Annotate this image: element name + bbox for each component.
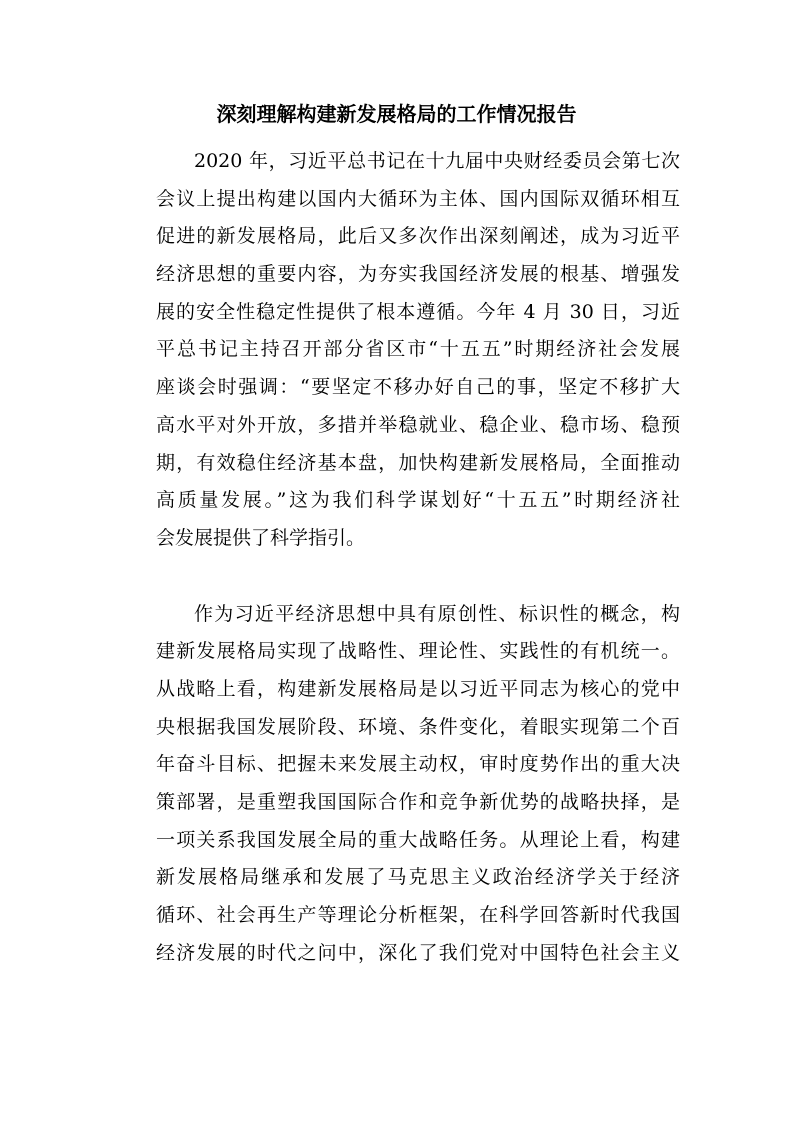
text-line: 策部署，是重塑我国国际合作和竞争新优势的战略抉择，是 [156,791,680,813]
document-title: 深刻理解构建新发展格局的工作情况报告 [216,102,577,126]
text-line: 经济思想的重要内容，为夯实我国经济发展的根基、增强发 [156,263,680,286]
text-line: 循环、社会再生产等理论分析框架，在科学回答新时代我国 [156,904,680,927]
text-line: 会发展提供了科学指引。 [156,526,366,549]
paragraph-1 [118,143,680,558]
text-line: 会议上提出构建以国内大循环为主体、国内国际双循环相互 [156,187,680,210]
text-line: 年奋斗目标、把握未来发展主动权，审时度势作出的重大决 [156,753,680,776]
text-line: 经济发展的时代之问中，深化了我们党对中国特色社会主义 [156,941,680,964]
text-line: 作为习近平经济思想中具有原创性、标识性的概念，构 [194,602,680,625]
text-line: 央根据我国发展阶段、环境、条件变化，着眼实现第二个百 [156,715,680,738]
text-line: 期，有效稳住经济基本盘，加快构建新发展格局，全面推动 [156,451,680,474]
text-line: 从战略上看，构建新发展格局是以习近平同志为核心的党中 [156,677,680,700]
text-line: 一项关系我国发展全局的重大战略任务。从理论上看，构建 [156,828,680,851]
text-line: 平总书记主持召开部分省区市“十五五”时期经济社会发展 [156,338,680,361]
text-line: 2020 年，习近平总书记在十九届中央财经委员会第七次 [194,150,680,172]
paragraph-gap [118,558,680,596]
text-line: 新发展格局继承和发展了马克思主义政治经济学关于经济 [156,866,680,889]
text-line: 高水平对外开放，多措并举稳就业、稳企业、稳市场、稳预 [156,413,680,436]
text-line: 座谈会时强调：“要坚定不移办好自己的事，坚定不移扩大 [156,376,680,399]
text-line: 高质量发展。”这为我们科学谋划好“十五五”时期经济社 [156,489,680,512]
text-line: 促进的新发展格局，此后又多次作出深刻阐述，成为习近平 [156,225,680,248]
text-line: 建新发展格局实现了战略性、理论性、实践性的有机统一。 [156,640,680,663]
paragraph-2 [118,596,680,973]
document-body [118,143,680,972]
text-line: 展的安全性稳定性提供了根本遵循。今年 4 月 30 日，习近 [156,300,680,323]
